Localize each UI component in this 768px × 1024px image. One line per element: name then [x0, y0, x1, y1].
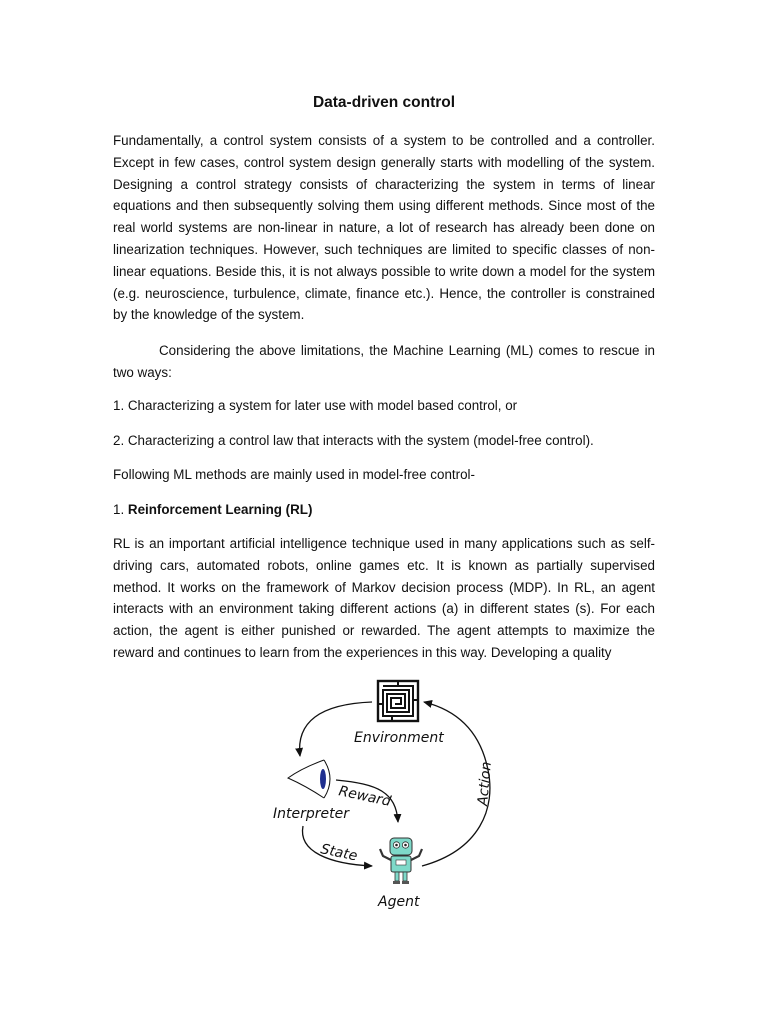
interpreter-label: Interpreter: [273, 806, 349, 822]
eye-icon: [288, 760, 330, 798]
section-number: 1.: [113, 502, 125, 517]
environment-label: Environment: [354, 730, 444, 746]
agent-label: Agent: [378, 894, 420, 910]
state-label: State: [319, 841, 359, 865]
rl-paragraph: RL is an important artificial intelligence technique used in many applications such as self-driving cars, automated robots, online games etc. It is known as partially supervised method. It works on the framework of Markov decision process (MDP). In RL, an agent interacts with an environment taking different actions (a) in different states (s). For each action, the agent is either punished or rewarded. The agent attempts to maximize the reward and continues to learn from the experiences in this way. Developing a quality: [113, 536, 655, 660]
arrow-environment-to-interpreter: [300, 702, 372, 756]
reward-label: Reward: [337, 783, 393, 810]
maze-icon: [378, 681, 418, 721]
robot-agent-icon: [380, 838, 422, 884]
section-heading: [113, 499, 673, 521]
list-item-model-based: 1. Characterizing a system for later use with model based control, or: [113, 398, 518, 413]
page-title: Data-driven control: [312, 94, 456, 111]
methods-intro: Following ML methods are mainly used in model-free control-: [113, 467, 475, 482]
list-item-model-free: 2. Characterizing a control law that interacts with the system (model-free control).: [113, 433, 594, 448]
rl-diagram: [260, 672, 520, 917]
section-heading-text: Reinforcement Learning (RL): [127, 502, 313, 517]
ml-rescue-paragraph: Considering the above limitations, the Machine Learning (ML) comes to rescue in two ways:: [113, 343, 655, 380]
intro-paragraph: Fundamentally, a control system consists of a system to be controlled and a controller. Except in few cases, control system design generally starts with modelling of the system. Designing a control strategy consists of characterizing the system in terms of linear equations and then subsequently solving them using different methods. Since most of the real world systems are non-linear in nature, a lot of research has already been done on linearization techniques. However, such techniques are limited to specific classes of non-linear equations. Beside this, it is not always possible to write down a model for the system (e.g. neuroscience, turbulence, climate, finance etc.). Hence, the controller is constrained by the knowledge of the system.: [113, 133, 655, 323]
action-label: Action: [475, 761, 495, 807]
